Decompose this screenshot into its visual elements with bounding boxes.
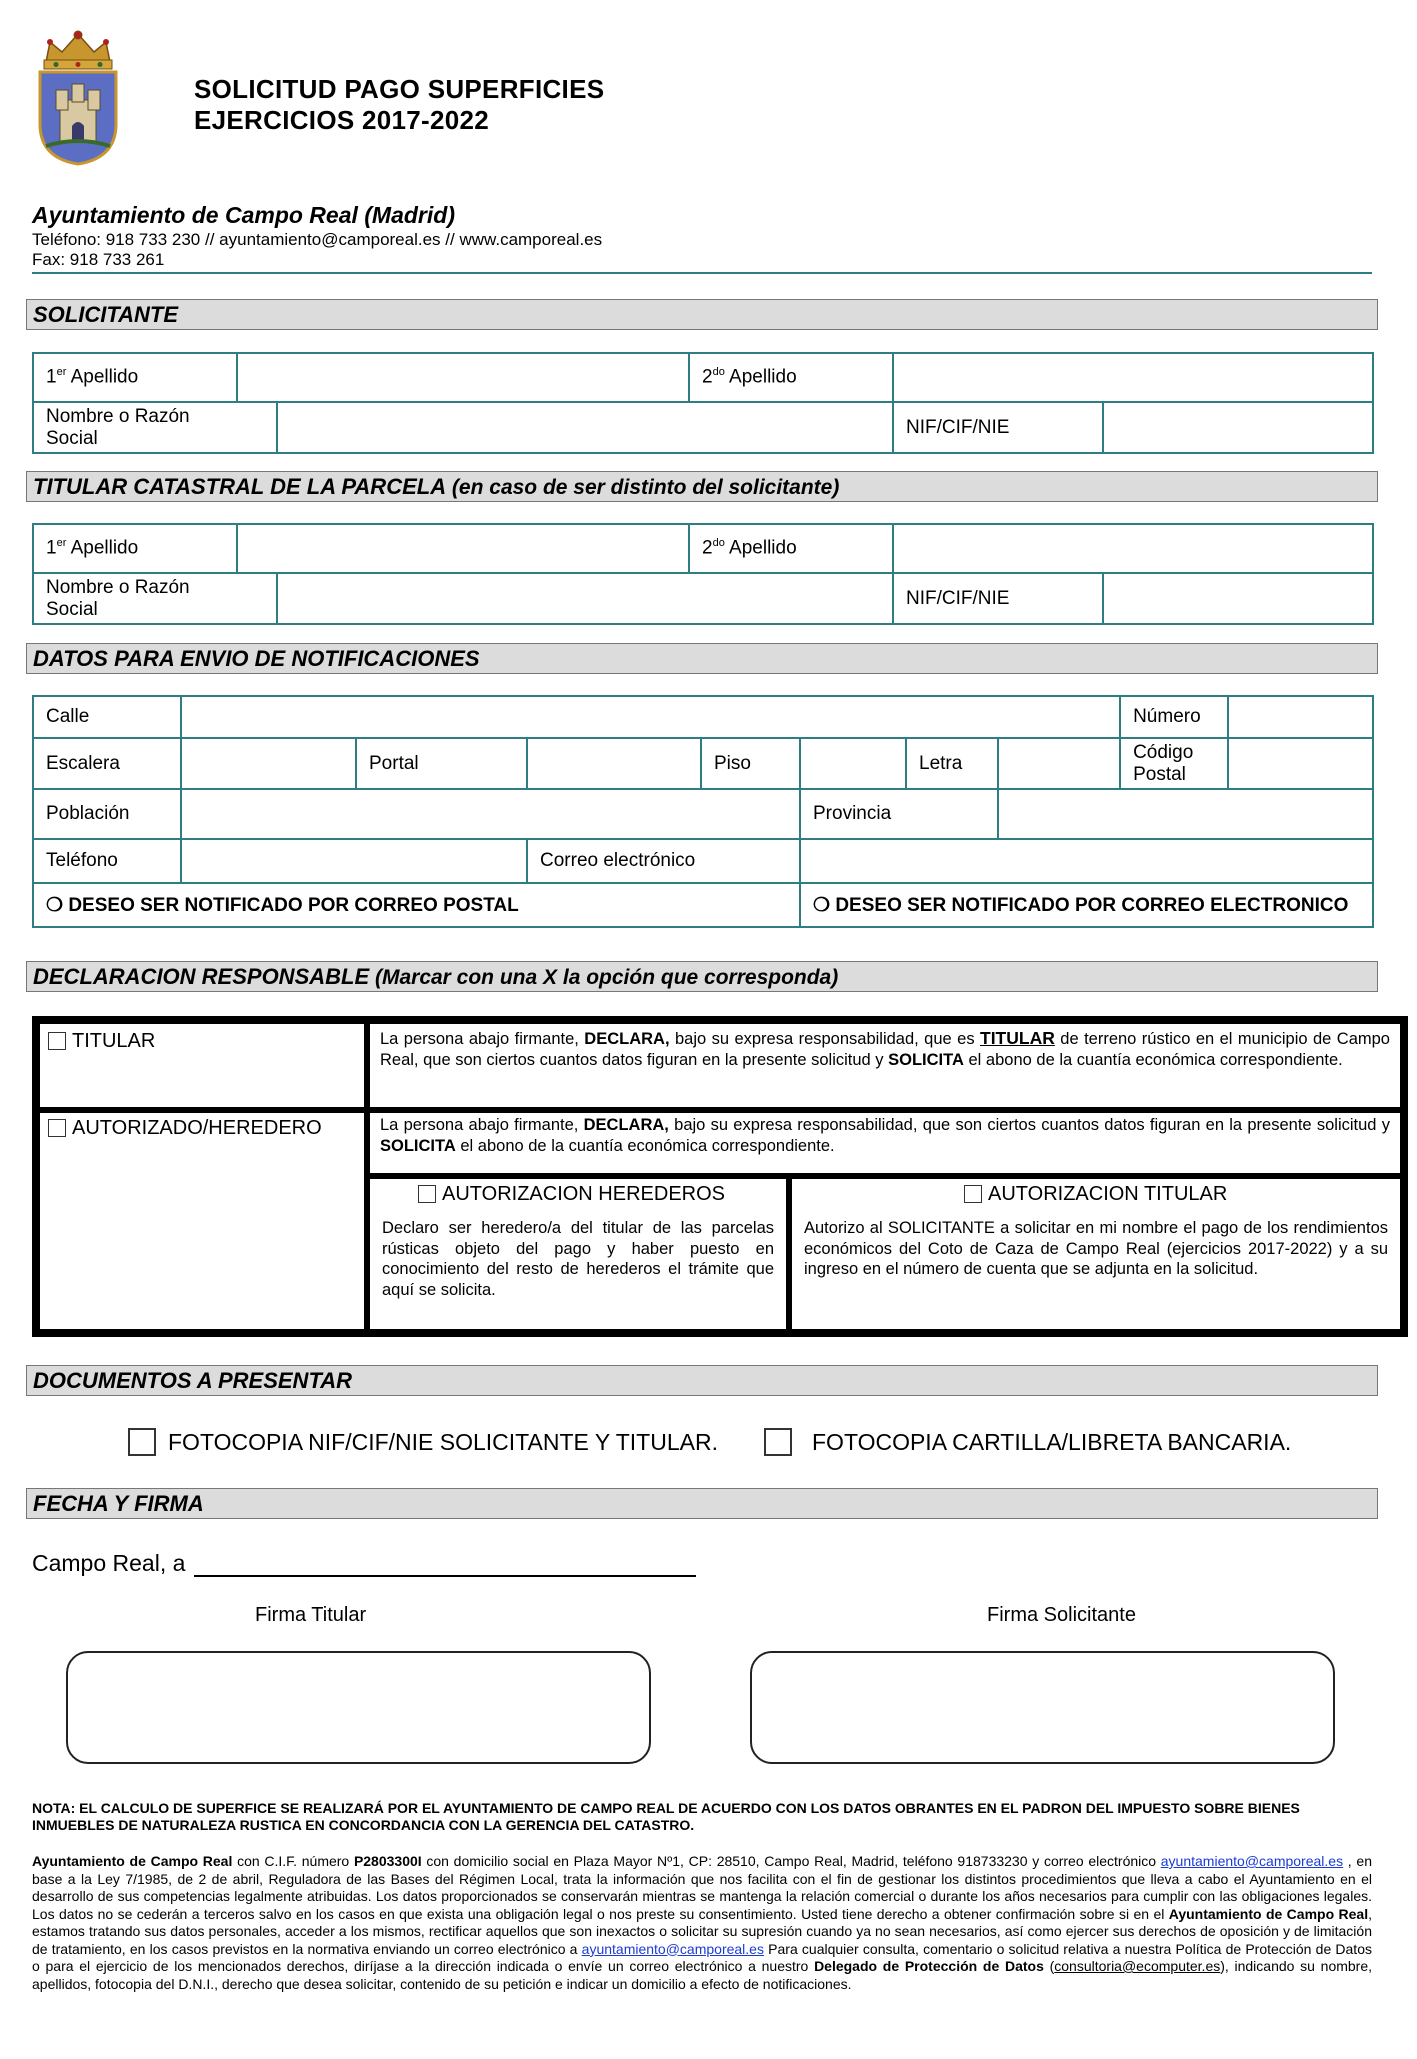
firma-solicitante-label: Firma Solicitante xyxy=(987,1604,1136,1626)
apellido1-field[interactable] xyxy=(237,524,689,573)
piso-field[interactable] xyxy=(800,738,906,789)
section-fecha-header xyxy=(26,1488,1378,1519)
email: ayuntamiento@camporeal.es xyxy=(219,230,441,249)
poblacion-label: Población xyxy=(33,789,181,839)
nota-calculo: NOTA: EL CALCULO DE SUPERFICE SE REALIZARÁ POR EL AYUNTAMIENTO DE CAMPO REAL DE ACUERDO CON LOS DATOS OBRANTES EN EL PADRON DEL IMPUESTO SOBRE BIENES INMUEBLES DE NATURALEZA RUSTICA EN CONCORDANCIA CON LA GERENCIA DEL CATASTRO. xyxy=(32,1800,1300,1833)
nombre-field[interactable] xyxy=(277,573,893,624)
privacy-notice: Ayuntamiento de Campo Real con C.I.F. número P2803300I con domicilio social en Plaza Mayor Nº1, CP: 28510, Campo Real, Madrid, teléfono 918733230 y correo electrónico ayuntamiento@camporeal.es , en base a la Ley 7/1985, de 2 de abril, Reguladora de las Bases del Régimen Local, trata la información que nos facilita con el fin de gestionar los distintos procedimientos que lleva a cabo el Ayuntamiento en el desarrollo de sus competencias legalmente atribuidas. Los datos proporcionados se conservarán mientras se mantenga la relación comercial o durante los años necesarios para cumplir con las obligaciones legales. Los datos no se cederán a terceros salvo en los casos en que exista una obligación legal o nos preste su consentimiento. Usted tiene derecho a obtener confirmación sobre si en el Ayuntamiento de Campo Real, estamos tratando sus datos personales, acceder a los mismos, rectificar aquellos que son inexactos o solicitar su supresión cuando ya no sean necesarios, así como ejercer sus derechos de oposición y de limitación de tratamiento, en los casos previstos en la normativa enviando un correo electrónico a ayuntamiento@camporeal.es Para cualquier consulta, comentario o solicitud relativa a nuestra Política de Protección de Datos o para el ejercicio de los mencionados derechos, diríjase a la dirección indicada o envíe un correo electrónico a nuestro Delegado de Protección de Datos (consultoria@ecomputer.es), indicando su nombre, apellidos, fotocopia del D.N.I., derecho que desea solicitar, contenido de su petición e indicar un domicilio a efecto de notificaciones. xyxy=(32,1853,1373,1992)
option-label: AUTORIZADO/HEREDERO xyxy=(72,1117,322,1139)
municipal-coat-of-arms-logo xyxy=(32,28,124,168)
title-line-1: SOLICITUD PAGO SUPERFICIES xyxy=(194,74,605,104)
autorizado-declaration-text: La persona abajo firmante, DECLARA, bajo su expresa responsabilidad, que son ciertos cuantos datos figuran en la presente solicitud y SOLICITA el abono de la cuantía económica correspondiente. xyxy=(367,1110,1403,1176)
apellido1-label: 1er Apellido xyxy=(33,353,237,402)
apellido2-field[interactable] xyxy=(893,353,1373,402)
titular-table xyxy=(32,523,1374,625)
apellido2-label: $2^{do}$ Apellido xyxy=(689,524,893,573)
autorizacion-titular-option[interactable] xyxy=(804,1183,1388,1206)
apellido2-label: $2^{do}$ Apellido xyxy=(689,353,893,402)
solicitante-table xyxy=(32,352,1374,454)
escalera-label: Escalera xyxy=(33,738,181,789)
nombre-label: Nombre o Razón Social xyxy=(33,402,277,453)
section-title: FECHA Y FIRMA xyxy=(33,1491,204,1516)
section-title: TITULAR CATASTRAL DE LA PARCELA xyxy=(33,474,447,499)
documento-cartilla-option[interactable] xyxy=(764,1428,1291,1456)
nif-field[interactable] xyxy=(1103,573,1373,624)
declaracion-box xyxy=(32,1016,1408,1337)
nif-label: NIF/CIF/NIE xyxy=(893,573,1103,624)
section-titular-header xyxy=(26,471,1378,502)
herederos-text: Declaro ser heredero/a del titular de las parcelas rústicas objeto del pago y haber puesto en conocimiento del resto de herederos el trámite que aquí se solicita. xyxy=(382,1219,774,1299)
section-notificaciones-header xyxy=(26,643,1378,674)
phone: Teléfono: 918 733 230 xyxy=(32,230,201,249)
checkbox-icon[interactable] xyxy=(964,1185,982,1203)
telefono-label: Teléfono xyxy=(33,839,181,883)
lugar-fecha xyxy=(32,1550,185,1577)
escalera-field[interactable] xyxy=(181,738,356,789)
autorizado-heredero-option[interactable] xyxy=(48,1117,322,1139)
nif-field[interactable] xyxy=(1103,402,1373,453)
email-link[interactable]: ayuntamiento@camporeal.es xyxy=(1160,1853,1344,1869)
option-label: DESEO SER NOTIFICADO POR CORREO ELECTRONICO xyxy=(835,894,1349,916)
checkbox-icon[interactable] xyxy=(418,1185,436,1203)
section-title: DECLARACION RESPONSABLE xyxy=(33,964,370,989)
apellido1-field[interactable] xyxy=(237,353,689,402)
nif-label: NIF/CIF/NIE xyxy=(893,402,1103,453)
option-correo-electronico[interactable] xyxy=(800,883,1373,927)
option-correo-postal[interactable] xyxy=(33,883,800,927)
notificaciones-table xyxy=(32,695,1374,928)
apellido2-field[interactable] xyxy=(893,524,1373,573)
option-label: DESEO SER NOTIFICADO POR CORREO POSTAL xyxy=(68,894,519,916)
telefono-field[interactable] xyxy=(181,839,527,883)
provincia-field[interactable] xyxy=(998,789,1373,839)
correo-label: Correo electrónico xyxy=(527,839,800,883)
header-divider xyxy=(32,272,1372,274)
calle-label: Calle xyxy=(33,696,181,738)
nombre-field[interactable] xyxy=(277,402,893,453)
autorizado-option-cell xyxy=(37,1110,367,1332)
numero-field[interactable] xyxy=(1228,696,1373,738)
checkbox-icon[interactable] xyxy=(764,1428,792,1456)
section-solicitante-header xyxy=(26,299,1378,330)
section-subtitle: (Marcar con una X la opción que corresponda) xyxy=(369,966,839,989)
fax: Fax: 918 733 261 xyxy=(32,250,165,269)
radio-icon: ❍ xyxy=(46,894,64,916)
firma-titular-box[interactable] xyxy=(66,1651,651,1764)
radio-icon: ❍ xyxy=(813,894,831,916)
lugar-label: Campo Real, a xyxy=(32,1550,186,1576)
section-subtitle: (en caso de ser distinto del solicitante) xyxy=(446,476,840,499)
section-title: SOLICITANTE xyxy=(33,302,179,327)
firma-solicitante-box[interactable] xyxy=(750,1651,1335,1764)
fecha-input-line[interactable] xyxy=(194,1575,696,1577)
website: www.camporeal.es xyxy=(459,230,603,249)
letra-label: Letra xyxy=(906,738,998,789)
checkbox-icon[interactable] xyxy=(48,1119,66,1137)
separator: // xyxy=(440,230,460,249)
checkbox-icon[interactable] xyxy=(48,1032,66,1050)
email-link[interactable]: ayuntamiento@camporeal.es xyxy=(581,1940,764,1957)
numero-label: Número xyxy=(1120,696,1228,738)
section-title: DOCUMENTOS A PRESENTAR xyxy=(33,1368,353,1393)
nombre-label: Nombre o Razón Social xyxy=(33,573,277,624)
autorizacion-herederos-cell xyxy=(367,1176,789,1332)
codigo-postal-label: Código Postal xyxy=(1120,738,1228,789)
titular-aut-text: Autorizo al SOLICITANTE a solicitar en mi nombre el pago de los rendimientos económicos del Coto de Caza de Campo Real (ejercicios 2017-2022) y a su ingreso en el número de cuenta que se adjunta en la solicitud. xyxy=(804,1219,1388,1278)
option-label: FOTOCOPIA CARTILLA/LIBRETA BANCARIA. xyxy=(812,1429,1292,1455)
portal-field[interactable] xyxy=(527,738,701,789)
codigo-postal-field[interactable] xyxy=(1228,738,1373,789)
contact-info xyxy=(32,230,602,270)
titular-option-cell xyxy=(37,1021,367,1110)
section-declaracion-header xyxy=(26,961,1378,992)
option-label: AUTORIZACION TITULAR xyxy=(988,1183,1228,1205)
letra-field[interactable] xyxy=(998,738,1120,789)
apellido1-label: 1er Apellido xyxy=(33,524,237,573)
checkbox-icon[interactable] xyxy=(128,1428,156,1456)
option-label: AUTORIZACION HEREDEROS xyxy=(442,1183,725,1205)
option-label: FOTOCOPIA NIF/CIF/NIE SOLICITANTE Y TITULAR. xyxy=(168,1429,718,1455)
portal-label: Portal xyxy=(356,738,527,789)
autorizacion-titular-cell xyxy=(789,1176,1403,1332)
documento-nif-option[interactable] xyxy=(128,1428,718,1456)
dpo-email-link[interactable]: consultoria@ecomputer.es xyxy=(1054,1958,1221,1974)
piso-label: Piso xyxy=(701,738,800,789)
firma-titular-label: Firma Titular xyxy=(255,1604,367,1626)
title-line-2: EJERCICIOS 2017-2022 xyxy=(194,105,490,135)
organization-name: Ayuntamiento de Campo Real (Madrid) xyxy=(32,202,455,228)
titular-option[interactable] xyxy=(48,1030,155,1052)
autorizacion-herederos-option[interactable] xyxy=(382,1183,774,1206)
poblacion-field[interactable] xyxy=(181,789,800,839)
titular-declaration-text: La persona abajo firmante, DECLARA, bajo su expresa responsabilidad, que es TITULAR de terreno rústico en el municipio de Campo Real, que son ciertos cuantos datos figuran en la presente solicitud y SOLICITA el abono de la cuantía económica correspondiente. xyxy=(367,1021,1403,1110)
option-label: TITULAR xyxy=(72,1030,156,1052)
form-title xyxy=(194,74,604,136)
separator: // xyxy=(200,230,220,249)
section-documentos-header xyxy=(26,1365,1378,1396)
section-title: DATOS PARA ENVIO DE NOTIFICACIONES xyxy=(33,646,480,671)
calle-field[interactable] xyxy=(181,696,1120,738)
correo-field[interactable] xyxy=(800,839,1373,883)
provincia-label: Provincia xyxy=(800,789,998,839)
